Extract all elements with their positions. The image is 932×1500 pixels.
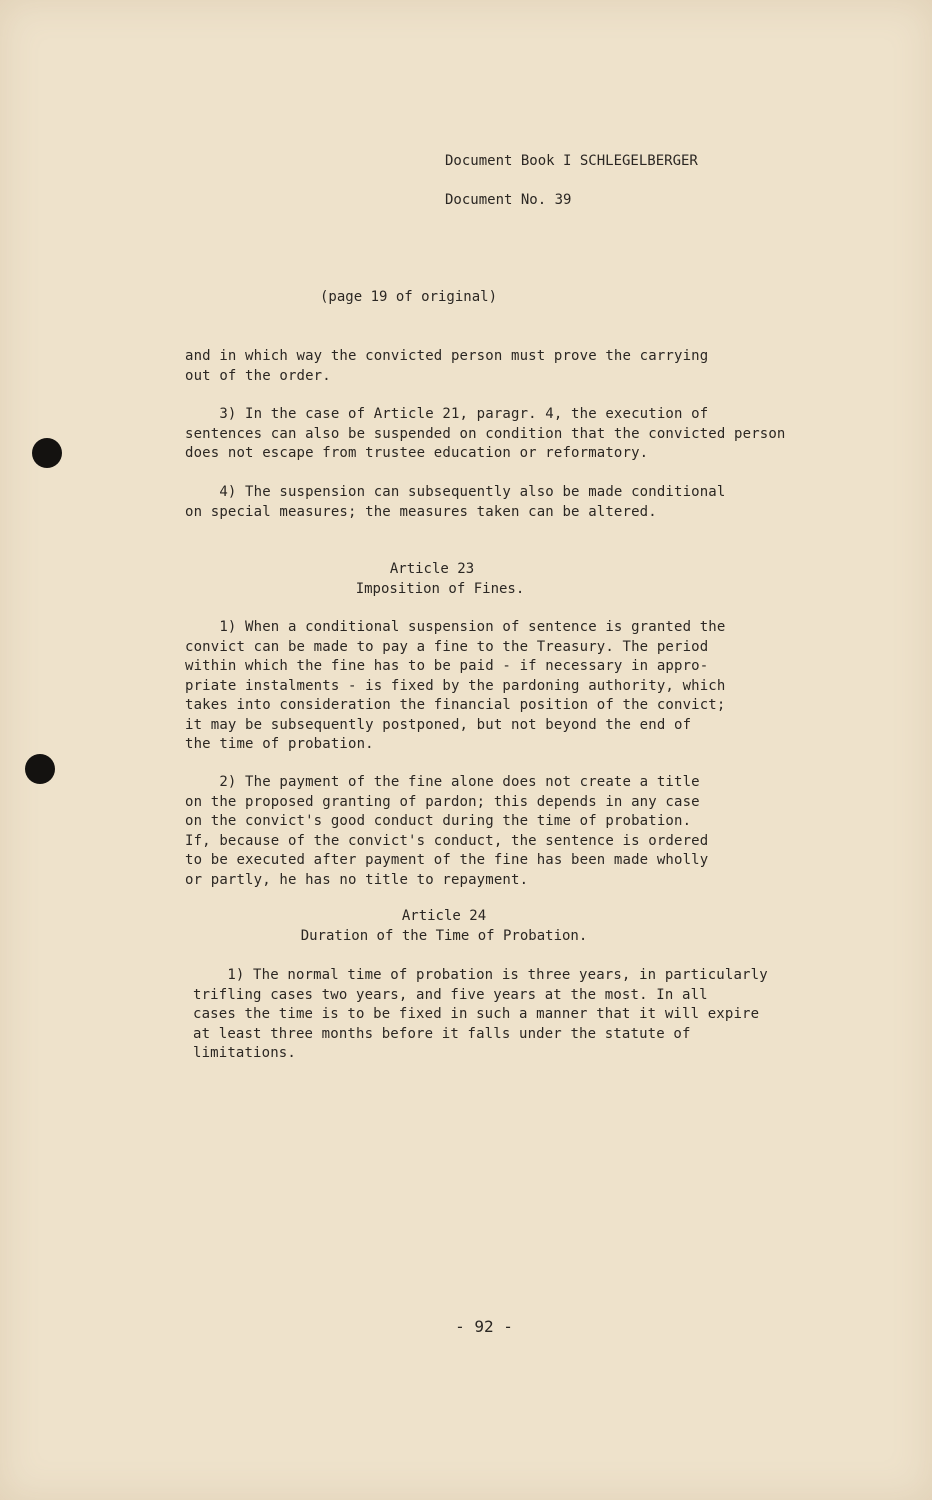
text-line: within which the fine has to be paid - if necessary in appro- — [185, 658, 709, 674]
text-line: If, because of the convict's conduct, the sentence is ordered — [185, 832, 709, 849]
page-reference: (page 19 of original) — [320, 289, 498, 305]
document-book-line: Document Book I SCHLEGELBERGER — [445, 153, 698, 169]
text-line: 1) When a conditional suspension of sentence is granted the — [185, 619, 726, 635]
text-line: 4) The suspension can subsequently also be made conditional — [185, 484, 726, 500]
text-line: priate instalments - is fixed by the pardoning authority, which — [185, 677, 726, 694]
text-line: to be executed after payment of the fine has been made wholly — [185, 852, 709, 868]
article-23-paragraph-2 — [185, 773, 708, 890]
paragraph-4 — [185, 483, 725, 522]
article-23-title: Article 23 — [389, 561, 475, 577]
text-line: takes into consideration the financial position of the convict; — [185, 697, 726, 713]
text-line: out of the order. — [185, 367, 331, 384]
article-24-paragraph-1 — [193, 966, 768, 1064]
text-line: sentences can also be suspended on condition that the convicted person — [185, 425, 786, 442]
text-line: 2) The payment of the fine alone does not create a title — [185, 774, 700, 790]
punch-hole-top — [32, 438, 62, 468]
paragraph-continuation — [185, 347, 708, 386]
text-line: trifling cases two years, and five years at the most. In all — [193, 986, 708, 1003]
text-line: 1) The normal time of probation is three years, in particularly — [193, 967, 768, 983]
text-line: cases the time is to be fixed in such a manner that it will expire — [193, 1006, 760, 1022]
text-line: 3) In the case of Article 21, paragr. 4, the execution of — [185, 406, 709, 422]
text-line: it may be subsequently postponed, but not beyond the end of — [185, 716, 692, 733]
text-line: and in which way the convicted person must prove the carrying — [185, 348, 709, 364]
article-24-subtitle: Duration of the Time of Probation. — [300, 928, 588, 944]
text-line: on the convict's good conduct during the time of probation. — [185, 813, 692, 829]
text-line: does not escape from trustee education or reformatory. — [185, 445, 649, 461]
text-line: the time of probation. — [185, 736, 374, 752]
text-line: on the proposed granting of pardon; this depends in any case — [185, 793, 700, 810]
paragraph-3 — [185, 405, 786, 464]
article-24-title: Article 24 — [401, 908, 487, 924]
text-line: at least three months before it falls under the statute of — [193, 1025, 691, 1042]
document-number: Document No. 39 — [445, 192, 572, 208]
text-line: on special measures; the measures taken can be altered. — [185, 503, 657, 520]
text-line: convict can be made to pay a fine to the Treasury. The period — [185, 638, 709, 655]
article-23-paragraph-1 — [185, 618, 725, 755]
text-line: limitations. — [193, 1045, 296, 1061]
article-23-subtitle: Imposition of Fines. — [355, 581, 525, 597]
page-number: - 92 - — [455, 1317, 513, 1336]
text-line: or partly, he has no title to repayment. — [185, 871, 529, 888]
punch-hole-bottom — [25, 754, 55, 784]
